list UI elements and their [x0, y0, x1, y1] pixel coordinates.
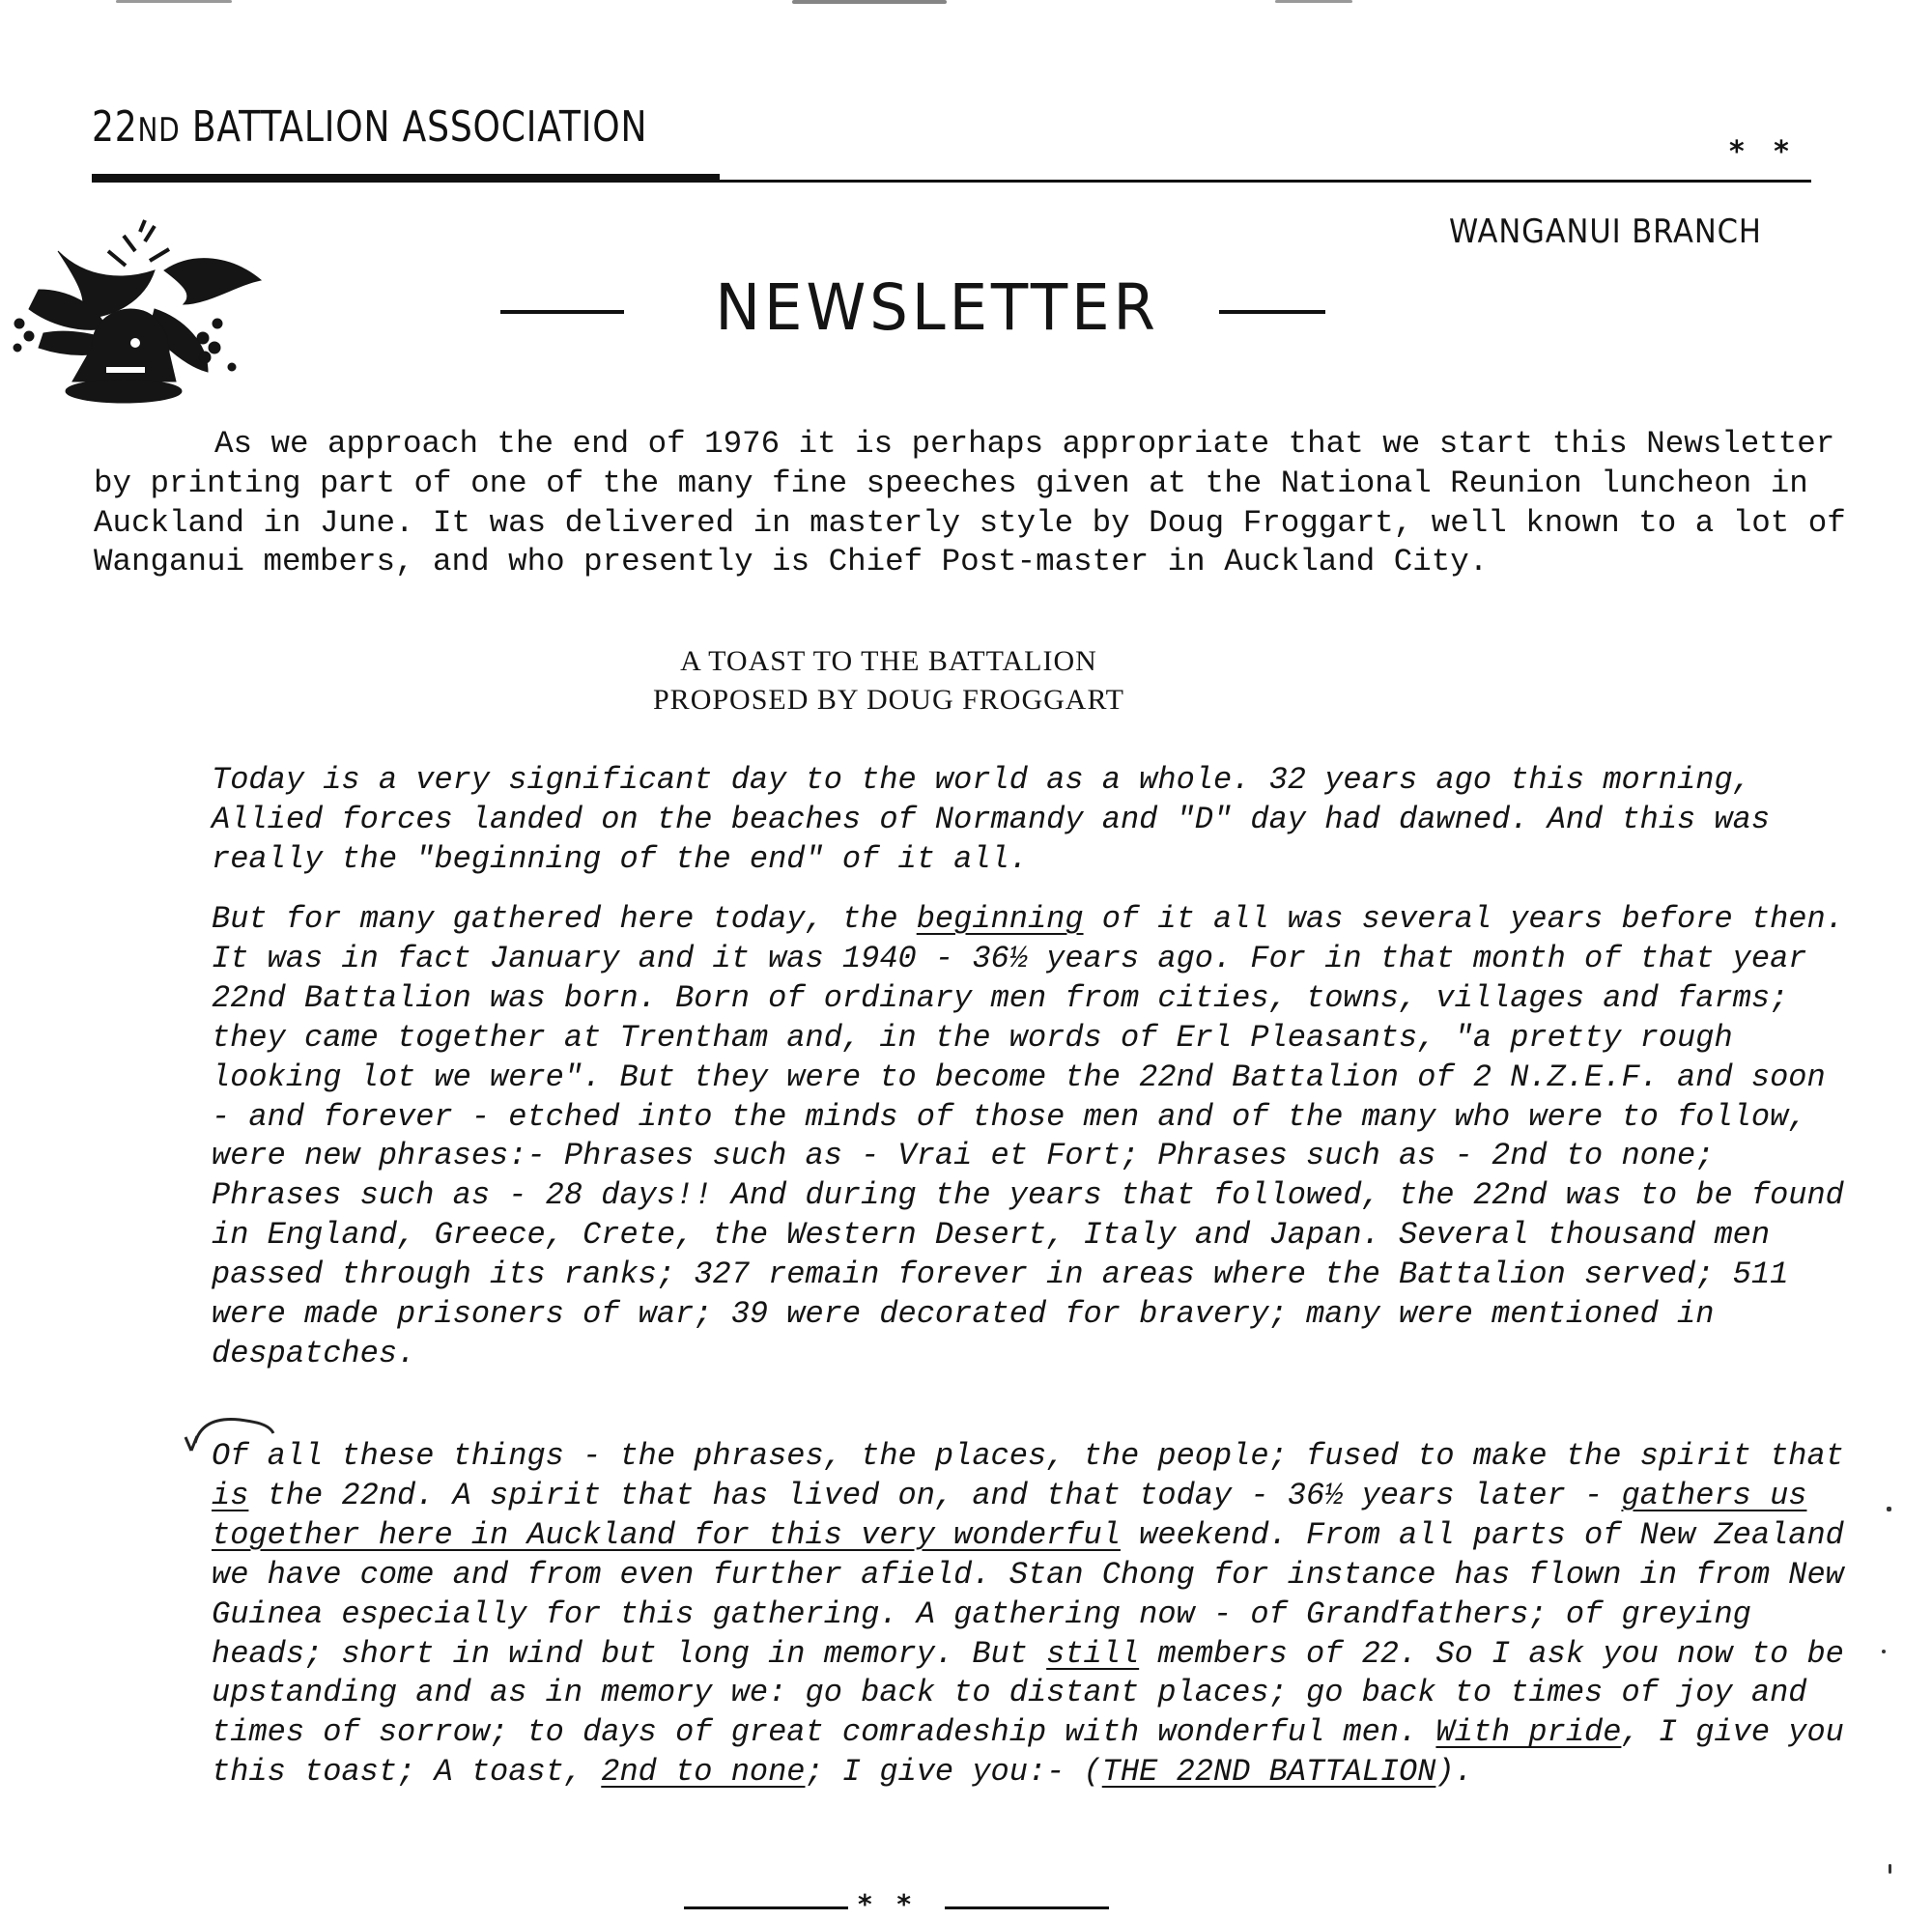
toast-heading: A TOAST TO THE BATTALION: [680, 645, 1097, 677]
speech-text: of it all was several years before then. It was in fact January and it was 1940 - 36½ years ago. For in that month of that year 22nd Battalion was born. Born of ordinary men from cities, towns, villages and farms; they came together at Trentham and, in the words of Erl Pleasants, "a pretty rough looking lot we were". But they were to become the 22nd Battalion of 2 N.Z.E.F. and soon - and forever - etched into the minds of those men and of the many who were to follow, were new phrases:- Phrases such as - Vrai et Fort; Phrases such as - 2nd to none; Phrases such as - 28 days!! And during the years that followed, the 22nd was to be found in England, Greece, Crete, the Western Desert, Italy and Japan. Several thousand men passed through its ranks; 327 remain forever in areas where the Battalion served; 511 were made prisoners of war; 39 were decorated for bravery; many were mentioned in despatches.: [212, 901, 1844, 1371]
speech-text: members of 22. So I ask you now to be upstanding and as in memory we: go back to distant places; go back to times of joy and times of sorrow; to days of great comradeship with wonderful men.: [212, 1635, 1844, 1751]
association-number: 22: [92, 102, 138, 152]
speech-text: the 22nd. A spirit that has lived on, and that today - 36½ years later -: [248, 1477, 1622, 1513]
scan-edge: [116, 0, 232, 3]
speech-paragraph-2: [212, 900, 1854, 1374]
header-rule: [92, 180, 1811, 183]
scan-edge: [1275, 0, 1352, 3]
scan-speck: [1882, 1650, 1886, 1653]
scan-speck: [1887, 1507, 1891, 1511]
speech-paragraph-3: [212, 1437, 1854, 1793]
underlined-text: 2nd to none: [601, 1754, 806, 1791]
christmas-bell-holly-icon: [0, 212, 270, 410]
speech-paragraph-1: Today is a very significant day to the world as a whole. 32 years ago this morning, Allied forces landed on the beaches of Normandy and "D" day had dawned. And this was really the "beginning of the end" of it all.: [212, 762, 1771, 877]
speech-text: ; I give you:- (: [805, 1754, 1102, 1791]
title-dash-right: [1219, 310, 1325, 314]
title-dash-left: [500, 310, 624, 314]
branch-name: WANGANUI BRANCH: [1449, 212, 1762, 251]
toast-subheading: PROPOSED BY DOUG FROGGART: [653, 684, 1124, 716]
footer-rule-left: [684, 1906, 848, 1909]
underlined-text: beginning: [916, 901, 1084, 937]
newsletter-title: NEWSLETTER: [715, 270, 1159, 345]
speech-text: But for many gathered here today, the: [212, 901, 917, 937]
association-title: [92, 102, 647, 152]
underlined-text: With pride: [1435, 1714, 1622, 1751]
underlined-text: gathers us together here in Auckland for this very wonderful: [212, 1477, 1807, 1553]
underlined-text: THE 22ND BATTALION: [1101, 1754, 1436, 1791]
scan-speck: [1889, 1864, 1891, 1874]
underlined-text: still: [1046, 1635, 1140, 1672]
speech-text: , I give you this toast; A toast,: [212, 1714, 1844, 1791]
association-suffix: ND: [137, 111, 181, 150]
scan-edge: [792, 0, 947, 4]
footer-rule-right: [945, 1906, 1109, 1909]
underlined-text: is: [212, 1477, 249, 1513]
speech-text: weekend. From all parts of New Zealand we have come and from even further afield. Stan Chong for instance has flown in from New Guinea especially for this gathering. A gathering now - of Grandfathers; of greying heads; short in wind but long in memory. But: [212, 1516, 1844, 1672]
footer-stars: * *: [858, 1888, 920, 1920]
intro-paragraph: As we approach the end of 1976 it is perhaps appropriate that we start this Newsletter by printing part of one of the many fine speeches given at the National Reunion luncheon in Auckland in June. It was delivered in masterly style by Doug Froggart, well known to a lot of Wanganui members, and who presently is Chief Post-master in Auckland City.: [94, 426, 1846, 580]
speech-text: ).: [1435, 1754, 1473, 1791]
speech-text: Of all these things - the phrases, the places, the people; fused to make the spirit that: [212, 1438, 1844, 1474]
header-stars: * *: [1729, 135, 1799, 169]
association-name: BATTALION ASSOCIATION: [191, 102, 648, 152]
